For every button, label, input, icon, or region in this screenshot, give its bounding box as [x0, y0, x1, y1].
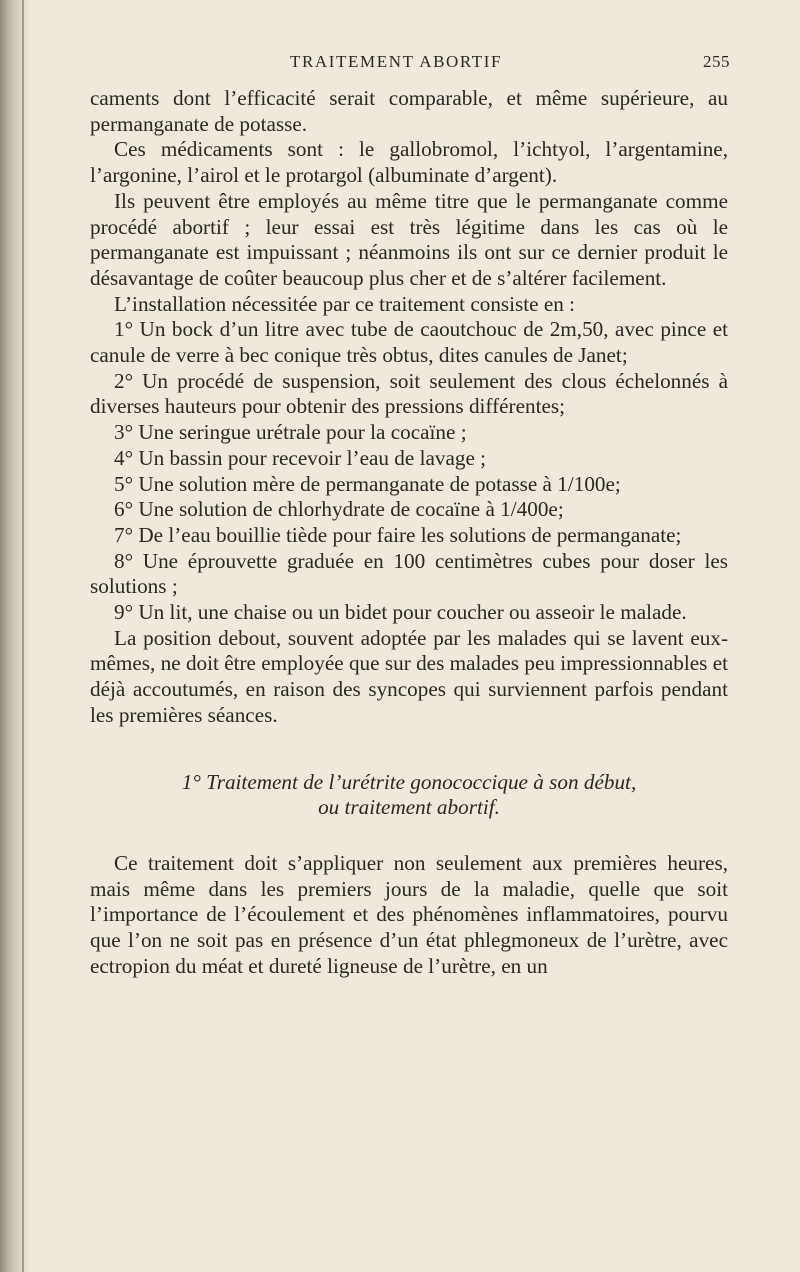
paragraph-installation: L’installation nécessitée par ce traitement consiste en : — [114, 291, 576, 316]
list-item-7: 7° De l’eau bouillie tiède pour faire les solutions de permanganate; — [114, 522, 682, 547]
list-item-8: 8° Une éprouvette graduée en 100 centimètres cubes pour doser les solutions ; — [90, 548, 728, 599]
list-item-5: 5° Une solution mère de permanganate de potasse à 1/100e; — [114, 471, 621, 496]
paragraph-usage: Ils peuvent être employés au même titre que le permanganate comme procédé abortif ; leur essai est très légitime dans les cas où le permanganate est impuissant ; néanmoins ils ont sur ce dernier produit le désavantage de coûter beaucoup plus cher et de s’altérer facilement. — [90, 188, 728, 290]
list-item-6: 6° Une solution de chlorhydrate de cocaïne à 1/400e; — [114, 497, 564, 522]
paragraph-position: La position debout, souvent adoptée par les malades qui se lavent eux-mêmes, ne doit être employée que sur des malades peu impressionnables et déjà accoutumés, en raison des syncopes qui surviennent parfois pendant les premières séances. — [90, 625, 728, 727]
page-number: 255 — [703, 52, 730, 71]
paragraph-medicaments: Ces médicaments sont : le gallobromol, l’ichtyol, l’argentamine, l’argonine, l’airol et le protargol (albuminate d’argent). — [90, 137, 728, 188]
paragraph-traitement: Ce traitement doit s’appliquer non seulement aux premières heures, mais même dans les premiers jours de la maladie, quelle que soit l’importance de l’écoulement et des phénomènes inflammatoires, pourvu que l’on ne soit pas en présence d’un état phlegmoneux de l’urètre, avec ectropion du méat et dureté ligneuse de l’urètre, en un — [90, 850, 728, 978]
book-gutter-shadow — [0, 0, 30, 1272]
page-header — [90, 52, 730, 76]
section-heading-line-2: ou traitement abortif. — [318, 795, 500, 820]
section-heading-line-1: 1° Traitement de l’urétrite gonococcique à son début, — [181, 769, 637, 794]
running-title: TRAITEMENT ABORTIF — [290, 52, 503, 71]
list-item-4: 4° Un bassin pour recevoir l’eau de lavage ; — [114, 445, 487, 470]
page-body — [90, 86, 728, 980]
book-spine-edge — [22, 0, 24, 1272]
list-item-1: 1° Un bock d’un litre avec tube de caoutchouc de 2m,50, avec pince et canule de verre à bec conique très obtus, dites canules de Janet; — [90, 317, 728, 368]
paragraph-continuation: caments dont l’efficacité serait comparable, et même supérieure, au permanganate de potasse. — [90, 86, 728, 136]
list-item-2: 2° Un procédé de suspension, soit seulement des clous échelonnés à diverses hauteurs pour obtenir des pressions différentes; — [90, 368, 728, 419]
list-item-9: 9° Un lit, une chaise ou un bidet pour coucher ou asseoir le malade. — [114, 600, 687, 625]
list-item-3: 3° Une seringue urétrale pour la cocaïne ; — [114, 420, 467, 445]
section-heading — [90, 770, 728, 821]
